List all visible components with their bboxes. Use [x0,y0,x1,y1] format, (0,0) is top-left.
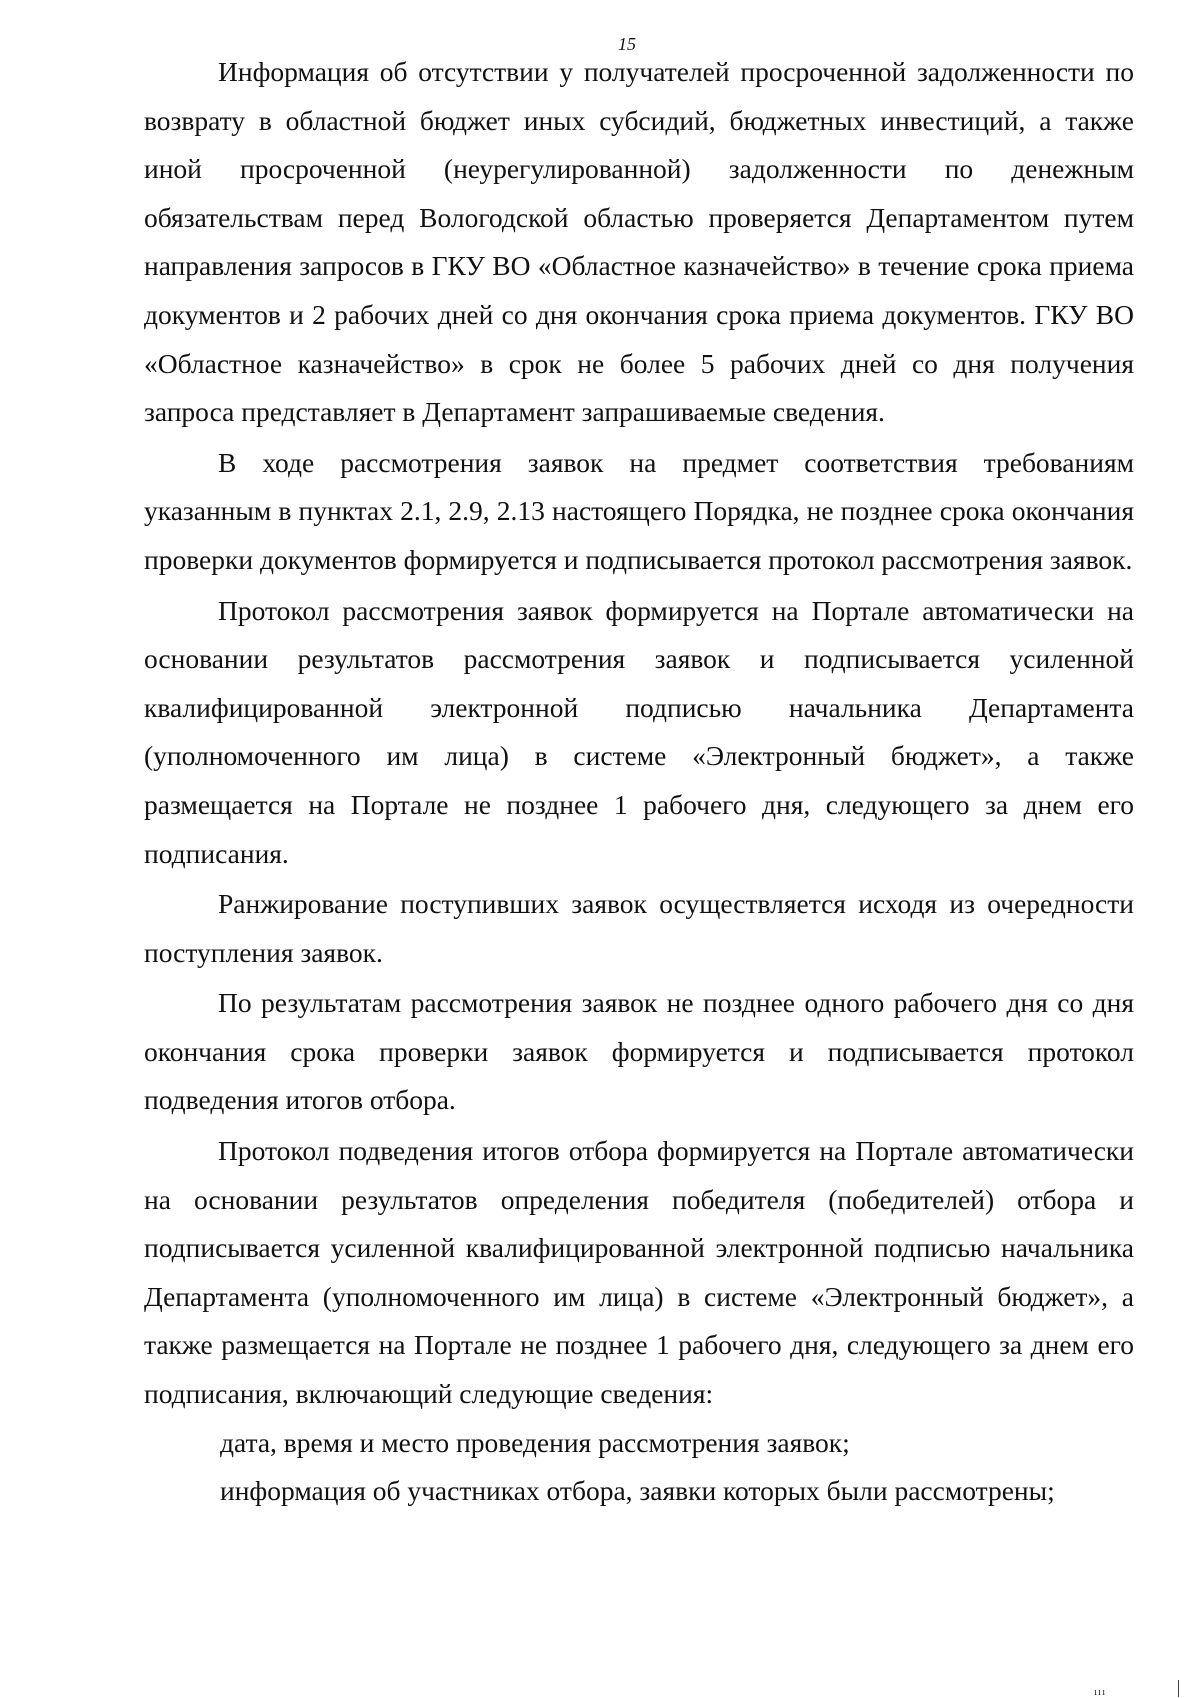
document-body [144,48,1134,1516]
scan-edge-tick [1178,1680,1179,1697]
paragraph-results-review: По результатам рассмотрения заявок не позднее одного рабочего дня со дня окончания срока проверки заявок формируется и подписывается протокол подведения итогов отбора. [144,987,1134,1116]
list-item-participants: информация об участниках отбора, заявки которых были рассмотрены; [220,1475,1055,1507]
paragraph-ranking: Ранжирование поступивших заявок осуществляется исходя из очередности поступления заявок. [144,888,1134,968]
paragraph-review-protocol: В ходе рассмотрения заявок на предмет соответствия требованиям указанным в пунктах 2.1, 2.9, 2.13 настоящего Порядка, не позднее срока окончания проверки документов формируется и подписывается протокол рассмотрения заявок. [144,446,1134,575]
page-number: 15 [618,34,636,54]
scan-edge-mark: ııı [1094,1686,1107,1698]
paragraph-debt-check: Информация об отсутствии у получателей просроченной задолженности по возврату в областной бюджет иных субсидий, бюджетных инвестиций, а также иной просроченной (неурегулированной) задолженности по денежным обязательствам перед Вологодской областью проверяется Департаментом путем направления запросов в ГКУ ВО «Областное казначейство» в течение срока приема документов и 2 рабочих дней со дня окончания срока приема документов. ГКУ ВО «Областное казначейство» в срок не более 5 рабочих дней со дня получения запроса представляет в Департамент запрашиваемые сведения. [144,56,1134,428]
paragraph-protocol-portal: Протокол рассмотрения заявок формируется на Портале автоматически на основании результатов рассмотрения заявок и подписывается усиленной квалифицированной электронной подписью начальника Департамента (уполномоченного им лица) в системе «Электронный бюджет», а также размещается на Портале не позднее 1 рабочего дня, следующего за днем его подписания. [144,594,1134,869]
list-item-date-time-place: дата, время и место проведения рассмотрения заявок; [220,1426,850,1458]
paragraph-results-protocol: Протокол подведения итогов отбора формируется на Портале автоматически на основании результатов определения победителя (победителей) отбора и подписывается усиленной квалифицированной электронной подписью начальника Департамента (уполномоченного им лица) в системе «Электронный бюджет», а также размещается на Портале не позднее 1 рабочего дня, следующего за днем его подписания, включающий следующие сведения: [144,1135,1134,1410]
